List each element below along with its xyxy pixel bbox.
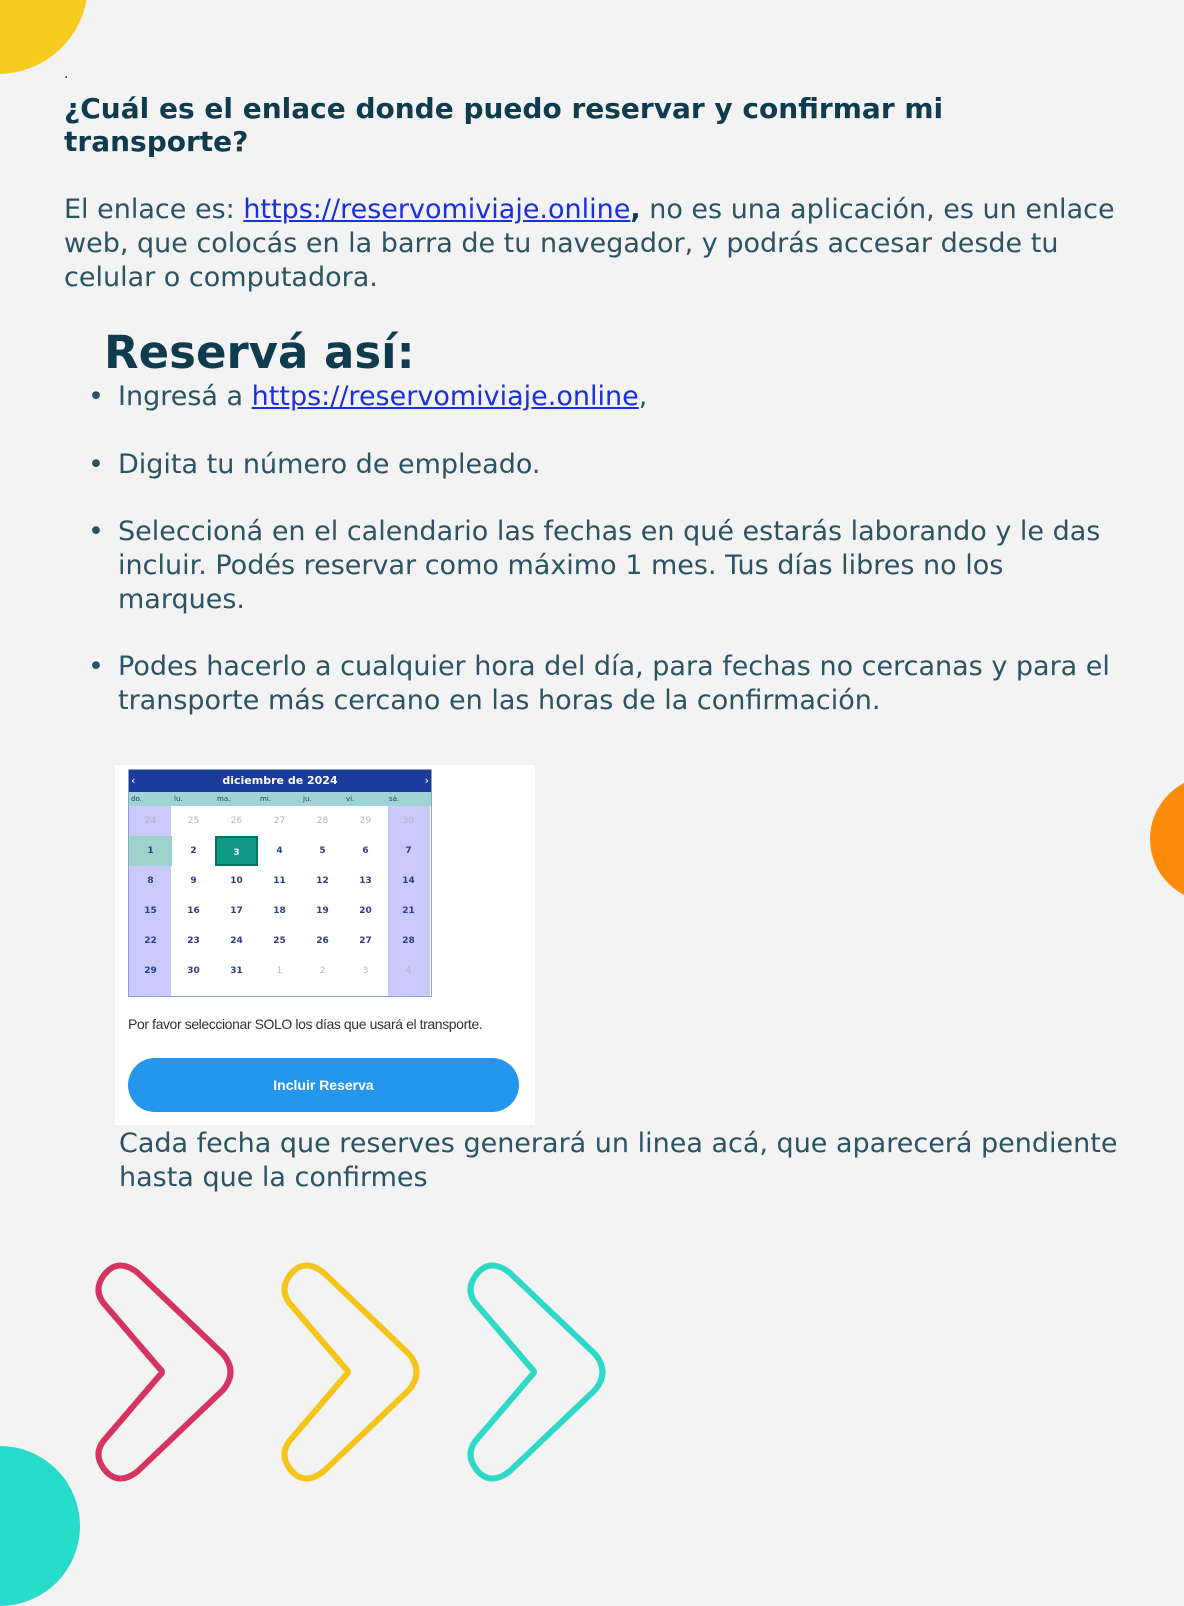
calendar-next-button[interactable]: › [424,774,429,787]
calendar-day[interactable]: 12 [316,876,329,886]
calendar-day[interactable]: 14 [402,876,415,886]
calendar-day[interactable]: 24 [144,816,157,826]
bullet-mark: • [88,516,104,547]
calendar-day[interactable]: 27 [273,816,286,826]
calendar-day[interactable]: 11 [273,876,286,886]
calendar-day[interactable]: 22 [144,936,157,946]
calendar-prev-button[interactable]: ‹ [131,774,136,787]
decorative-chevrons [80,1255,620,1495]
calendar-day[interactable]: 16 [187,906,200,916]
calendar-day[interactable]: 23 [187,936,200,946]
list-item-text: Seleccioná en el calendario las fechas en qué estarás laborando y le das incluir. Podés reservar como máximo 1 mes. Tus días libres no los marques. [118,516,1101,615]
calendar-day[interactable]: 19 [316,906,329,916]
calendar-day[interactable]: 3 [215,836,258,866]
calendar-day[interactable]: 2 [190,846,197,856]
chevron-red-icon [98,1265,230,1478]
calendar-screenshot [115,765,535,1125]
calendar-day[interactable]: 6 [362,846,369,856]
faq-question: ¿Cuál es el enlace donde puedo reservar y confirmar mi transporte? [64,92,944,158]
calendar-day[interactable]: 3 [362,966,369,976]
calendar-day[interactable]: 4 [276,846,283,856]
bullet-mark: • [88,381,104,412]
chevron-yellow-icon [284,1265,416,1478]
calendar-day[interactable]: 30 [402,816,415,826]
calendar-day[interactable]: 24 [230,936,243,946]
calendar-month-title: diciembre de 2024 [129,770,431,792]
calendar-day[interactable]: 29 [359,816,372,826]
intro-suffix: no es una aplicación, es un enlace web, que colocás en la barra de tu navegador, y podrás accesar desde tu celular o computadora. [64,194,1115,293]
selection-note: Por favor seleccionar SOLO los días que usará el transporte. [128,1016,483,1032]
calendar-day[interactable]: 18 [273,906,286,916]
calendar-day[interactable]: 30 [187,966,200,976]
calendar [128,769,432,997]
calendar-day[interactable]: 13 [359,876,372,886]
calendar-day[interactable]: 26 [316,936,329,946]
intro-comma: , [630,194,641,225]
weekday-label: ju. [303,795,312,803]
calendar-day[interactable]: 2 [319,966,326,976]
chevron-teal-icon [470,1265,602,1478]
calendar-day[interactable]: 29 [144,966,157,976]
calendar-day[interactable]: 17 [230,906,243,916]
weekday-label: lu. [174,795,183,803]
decorative-orange-circle [1150,776,1184,902]
calendar-day[interactable]: 28 [402,936,415,946]
intro-link[interactable]: https://reservomiviaje.online [243,194,631,225]
section-heading: Reservá así: [104,326,415,379]
weekday-label: vi. [346,795,355,803]
calendar-day[interactable]: 25 [273,936,286,946]
calendar-day[interactable]: 21 [402,906,415,916]
stray-dot: . [64,66,69,82]
calendar-day[interactable]: 31 [230,966,243,976]
include-reservation-button[interactable]: Incluir Reserva [128,1058,519,1112]
calendar-day[interactable]: 25 [187,816,200,826]
bullet-mark: • [88,449,104,480]
list-item-text: Podes hacerlo a cualquier hora del día, para fechas no cercanas y para el transporte más cercano en las horas de la confirmación. [118,651,1110,716]
weekday-label: do. [131,795,142,803]
calendar-day[interactable]: 26 [230,816,243,826]
intro-prefix: El enlace es: [64,194,244,225]
list-item-text [118,380,1118,414]
bullet-suffix: , [638,381,648,412]
decorative-teal-circle [0,1446,80,1606]
calendar-day[interactable]: 15 [144,906,157,916]
calendar-day[interactable]: 8 [147,876,154,886]
calendar-day[interactable]: 20 [359,906,372,916]
intro-paragraph [64,193,1124,295]
calendar-day[interactable]: 5 [319,846,326,856]
weekday-label: mi. [260,795,271,803]
after-text: Cada fecha que reserves generará un linea acá, que aparecerá pendiente hasta que la confirmes [119,1128,1118,1193]
calendar-day[interactable]: 1 [129,836,172,866]
calendar-day[interactable]: 1 [276,966,283,976]
list-item-text: Digita tu número de empleado. [118,449,541,480]
calendar-day[interactable]: 7 [405,846,412,856]
weekday-label: ma. [217,795,231,803]
decorative-yellow-circle [0,0,88,74]
weekday-label: sá. [389,795,400,803]
calendar-day[interactable]: 9 [190,876,197,886]
bullet-link[interactable]: https://reservomiviaje.online [251,381,639,412]
calendar-day[interactable]: 28 [316,816,329,826]
calendar-day[interactable]: 4 [405,966,412,976]
calendar-weekday-row [129,792,431,806]
calendar-day[interactable]: 27 [359,936,372,946]
bullet-prefix: Ingresá a [118,381,252,412]
calendar-day[interactable]: 10 [230,876,243,886]
bullet-mark: • [88,651,104,682]
